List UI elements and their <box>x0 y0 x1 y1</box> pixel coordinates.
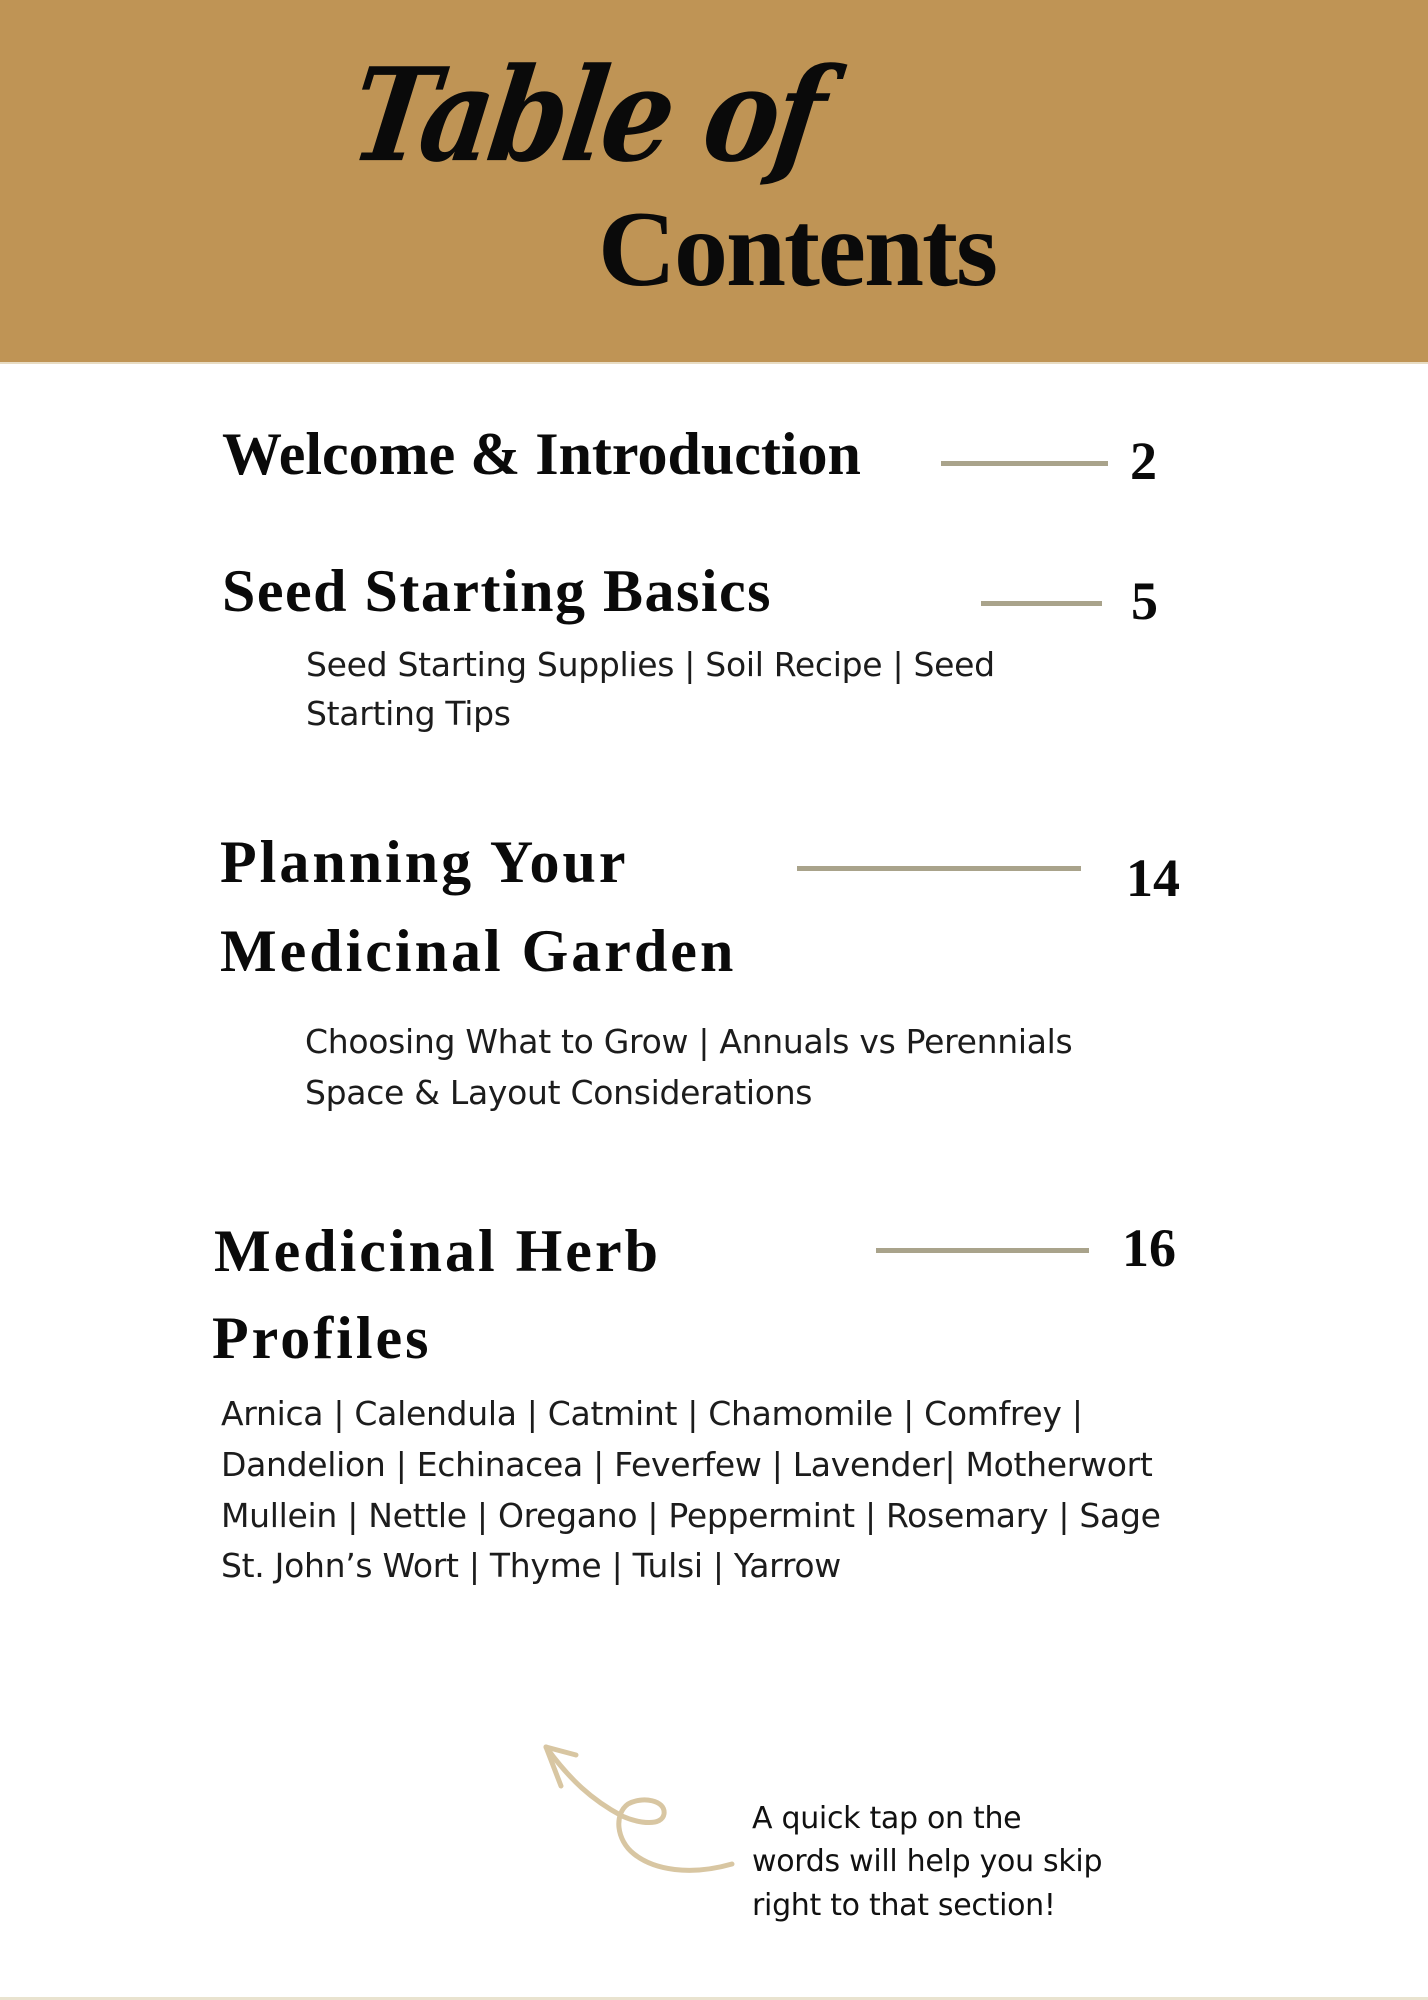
subtopics-planning: Choosing What to Grow | Annuals vs Perennials <box>305 1022 1073 1061</box>
subtopics-planning: Space & Layout Considerations <box>305 1073 813 1112</box>
leader-line <box>876 1248 1089 1253</box>
footer-note-line: A quick tap on the <box>752 1801 1022 1836</box>
banner-divider <box>0 362 1428 364</box>
footer-note-line: words will help you skip <box>752 1844 1103 1879</box>
herb-list-line: Mullein | Nettle | Oregano | Peppermint | Rosemary | Sage <box>221 1496 1161 1535</box>
toc-link-seed-starting-basics[interactable]: Seed Starting Basics <box>222 558 773 624</box>
toc-link-planning-medicinal-garden[interactable]: Medicinal Garden <box>220 918 737 984</box>
subtopics-seed-starting: Starting Tips <box>306 694 511 733</box>
page-title: Contents <box>598 190 997 309</box>
herb-list-line: Arnica | Calendula | Catmint | Chamomile | Comfrey | <box>221 1394 1083 1433</box>
footer-note-line: right to that section! <box>752 1888 1056 1923</box>
toc-link-welcome-introduction[interactable]: Welcome & Introduction <box>222 421 861 487</box>
page-number-planning[interactable]: 14 <box>1126 848 1180 908</box>
page-number-seed-starting[interactable]: 5 <box>1131 571 1158 631</box>
toc-link-medicinal-herb-profiles[interactable]: Profiles <box>212 1305 432 1371</box>
toc-link-medicinal-herb-profiles[interactable]: Medicinal Herb <box>214 1218 661 1284</box>
subtopics-seed-starting: Seed Starting Supplies | Soil Recipe | Seed <box>306 645 995 684</box>
page-number-herb-profiles[interactable]: 16 <box>1122 1218 1176 1278</box>
leader-line <box>797 866 1081 871</box>
page-title-script: Table of <box>342 40 831 192</box>
herb-list-line: Dandelion | Echinacea | Feverfew | Lavender| Motherwort <box>221 1445 1153 1484</box>
leader-line <box>941 461 1108 466</box>
page-number-welcome[interactable]: 2 <box>1130 431 1157 491</box>
leader-line <box>981 601 1102 606</box>
herb-list-line: St. John’s Wort | Thyme | Tulsi | Yarrow <box>221 1546 841 1585</box>
curly-arrow-icon <box>530 1730 750 1890</box>
toc-link-planning-medicinal-garden[interactable]: Planning Your <box>220 829 629 895</box>
